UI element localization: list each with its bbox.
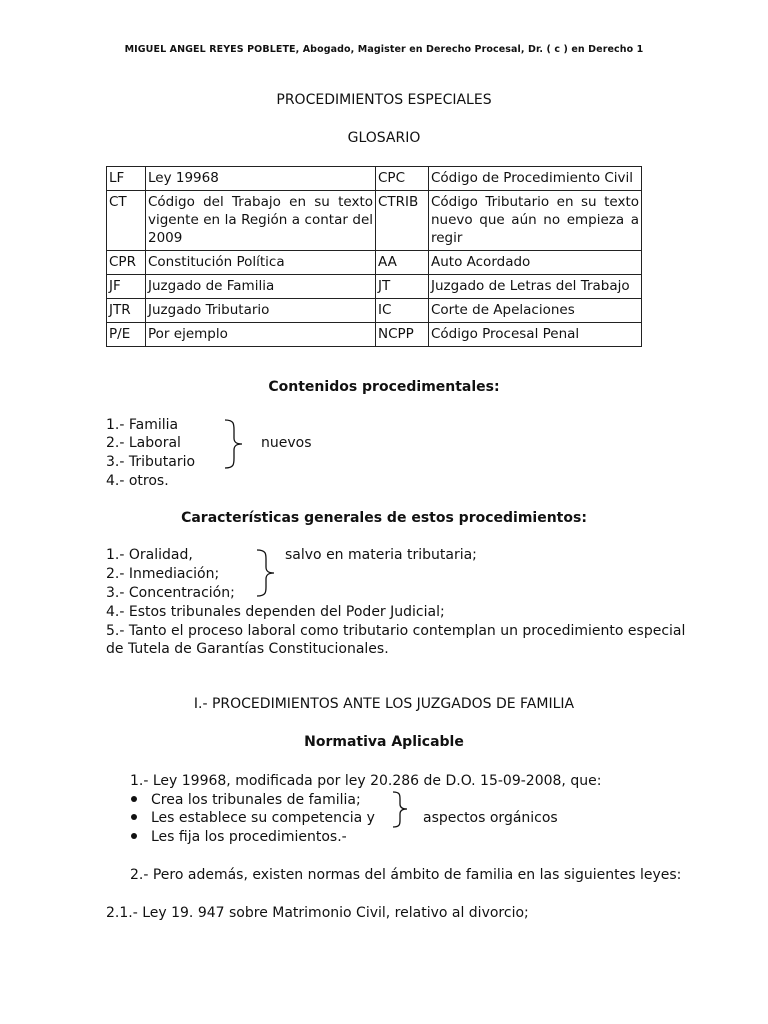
table-row	[107, 167, 642, 191]
glossary-desc: Código Procesal Penal	[429, 323, 642, 347]
glossary-desc: Juzgado Tributario	[146, 299, 376, 323]
brace-label: nuevos	[261, 435, 312, 451]
caracteristicas-heading: Características generales de estos procedimientos:	[181, 510, 587, 526]
right-brace-icon	[254, 548, 284, 598]
page-title: PROCEDIMIENTOS ESPECIALES	[276, 92, 492, 108]
bullet-icon	[131, 833, 137, 839]
glossary-desc: Ley 19968	[146, 167, 376, 191]
glossary-abbr: AA	[376, 251, 429, 275]
brace-label: salvo en materia tributaria;	[285, 547, 477, 563]
list-item: 4.- otros.	[106, 473, 169, 489]
list-item: 3.- Concentración;	[106, 585, 235, 601]
list-item: de Tutela de Garantías Constitucionales.	[106, 641, 389, 657]
page-header: MIGUEL ANGEL REYES POBLETE, Abogado, Magister en Derecho Procesal, Dr. ( c ) en Derecho 1	[124, 44, 644, 55]
section-heading: I.- PROCEDIMIENTOS ANTE LOS JUZGADOS DE FAMILIA	[193, 696, 575, 712]
list-item: 2.- Inmediación;	[106, 566, 220, 582]
glossary-desc: Corte de Apelaciones	[429, 299, 642, 323]
glossary-desc: Por ejemplo	[146, 323, 376, 347]
contenidos-heading: Contenidos procedimentales:	[268, 379, 500, 395]
glossary-abbr: CPR	[107, 251, 146, 275]
glossary-abbr: CPC	[376, 167, 429, 191]
list-item: 4.- Estos tribunales dependen del Poder Judicial;	[106, 604, 445, 620]
list-item: 3.- Tributario	[106, 454, 196, 470]
right-brace-icon	[390, 790, 416, 830]
bullet-icon	[131, 796, 137, 802]
glossary-title: GLOSARIO	[347, 130, 421, 146]
list-item: 5.- Tanto el proceso laboral como tributario contemplan un procedimiento especial	[106, 623, 686, 639]
glossary-abbr: LF	[107, 167, 146, 191]
table-row	[107, 191, 642, 251]
glossary-desc: Código de Procedimiento Civil	[429, 167, 642, 191]
glossary-desc: Juzgado de Letras del Trabajo	[429, 275, 642, 299]
list-item: 2.- Pero además, existen normas del ámbito de familia en las siguientes leyes:	[130, 867, 682, 883]
glossary-abbr: IC	[376, 299, 429, 323]
glossary-desc: Auto Acordado	[429, 251, 642, 275]
glossary-abbr: JF	[107, 275, 146, 299]
table-row	[107, 275, 642, 299]
table-row	[107, 323, 642, 347]
list-item: 1.- Ley 19968, modificada por ley 20.286 de D.O. 15-09-2008, que:	[130, 773, 602, 789]
glossary-abbr: JT	[376, 275, 429, 299]
table-row	[107, 251, 642, 275]
glossary-table	[106, 166, 642, 347]
list-item: 1.- Familia	[106, 417, 179, 433]
glossary-abbr: P/E	[107, 323, 146, 347]
glossary-abbr: JTR	[107, 299, 146, 323]
bullet-icon	[131, 814, 137, 820]
bullet-item: Les establece su competencia y	[131, 809, 375, 827]
glossary-desc: Juzgado de Familia	[146, 275, 376, 299]
section-subheading: Normativa Aplicable	[304, 734, 464, 750]
table-row	[107, 299, 642, 323]
list-item: 2.- Laboral	[106, 435, 181, 451]
glossary-desc: Constitución Política	[146, 251, 376, 275]
bullet-item: Crea los tribunales de familia;	[131, 791, 361, 809]
list-item: 2.1.- Ley 19. 947 sobre Matrimonio Civil, relativo al divorcio;	[106, 905, 529, 921]
glossary-abbr: NCPP	[376, 323, 429, 347]
bullet-item: Les fija los procedimientos.-	[131, 828, 347, 846]
right-brace-icon	[222, 418, 252, 470]
glossary-desc: Código del Trabajo en su texto vigente en la Región a contar del 2009	[146, 191, 376, 251]
glossary-abbr: CTRIB	[376, 191, 429, 251]
glossary-desc: Código Tributario en su texto nuevo que aún no empieza a regir	[429, 191, 642, 251]
list-item: 1.- Oralidad,	[106, 547, 193, 563]
glossary-abbr: CT	[107, 191, 146, 251]
brace-label: aspectos orgánicos	[423, 810, 558, 826]
